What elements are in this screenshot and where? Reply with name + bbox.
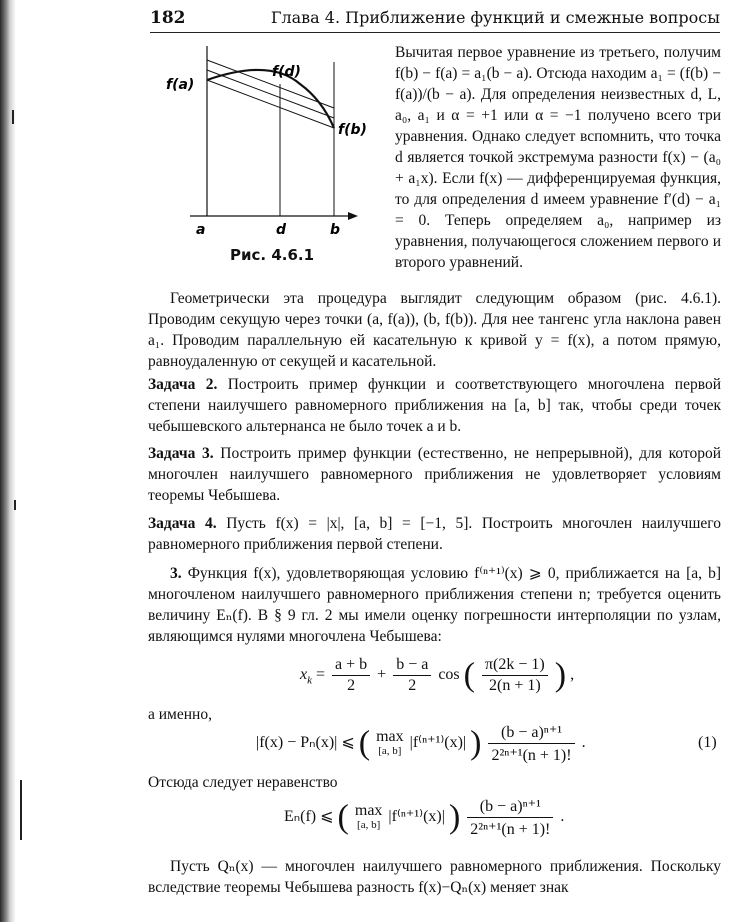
item-3-text: Функция f(x), удовлетворяющая условию f⁽ⁿ⁺¹⁾(x) ⩾ 0, приближается на [a, b] многочленом наилучшего равномерного приближения степени n; требуется оценить величину Eₙ(f). В § 9 гл. 2 мы имели оценку погрешности интерполяции по узлам, являющимся нулями многочлена Чебышева: <box>148 565 721 645</box>
geometry-paragraph: Геометрически эта процедура выглядит следующим образом (рис. 4.6.1). Проводим секущую через точки (a, f(a)), (b, f(b)). Для нее тангенс угла наклона равен a₁. Проводим параллельную ей касательную к кривой y = f(x), а потом прямую, равноудаленную от секущей и касательной. <box>148 290 721 370</box>
task-3 <box>148 443 721 506</box>
xk-cos: cos <box>438 666 460 684</box>
eq2-max: max [a, b] <box>354 801 383 831</box>
task-2-text: Построить пример функции и соответствующего многочлена первой степени наилучшего равномерного приближения на [a, b] так, чтобы среди точек чебышевского альтернанса не было точек a и b. <box>148 376 721 435</box>
paren-open: ( <box>358 724 371 762</box>
paren-close: ) <box>448 798 461 836</box>
xk-lhs-sub: k <box>307 674 312 687</box>
xk-plus: + <box>377 666 387 684</box>
equation-1 <box>256 722 586 765</box>
paren-open: ( <box>463 656 475 694</box>
paren-open: ( <box>337 798 349 836</box>
equation-en <box>284 796 564 839</box>
eq2-inner: |f⁽ⁿ⁺¹⁾(x)| <box>388 808 445 826</box>
namely-text: а именно, <box>148 706 212 723</box>
page-header <box>150 8 720 33</box>
final-paragraph: Пусть Qₙ(x) — многочлен наилучшего равномерного приближения. Поскольку вследствие теоремы Чебышева разность f(x)−Qₙ(x) меняет знак <box>148 858 721 896</box>
figure-caption: Рис. 4.6.1 <box>230 246 315 264</box>
equidistant-line <box>207 70 334 118</box>
function-curve <box>207 70 334 128</box>
label-fb: f(b) <box>338 122 367 138</box>
tangent-line <box>207 60 334 108</box>
item-3-paragraph <box>148 563 721 647</box>
equation-number: (1) <box>698 734 717 751</box>
xk-lhs: x <box>300 666 308 684</box>
eq1-lhs: |f(x) − Pₙ(x)| ⩽ <box>256 734 355 752</box>
page-number: 182 <box>150 8 186 28</box>
eq2-frac: $\frac{\text{(b − a)ⁿ⁺¹}}{\text{2²ⁿ⁺¹(n + 1)!}}$ <box>467 796 553 839</box>
task-3-text: Построить пример функции (естественно, не непрерывной), для которой многочлен наилучшего равномерного приближения не удовлетворяет условиям теоремы Чебышева. <box>148 445 721 504</box>
scan-edge-shadow <box>0 0 30 922</box>
xk-frac-1: $\frac{a + b}{2}$ <box>332 656 370 695</box>
xk-eq: = <box>316 666 326 684</box>
secant-line <box>207 80 334 128</box>
item-3-label: 3. <box>170 565 182 582</box>
label-fa: f(a) <box>166 77 195 93</box>
paren-close: ) <box>554 656 567 694</box>
running-title: Глава 4. Приближение функций и смежные вопросы <box>270 8 720 27</box>
eq2-tail: . <box>560 808 565 826</box>
right-column-text: Вычитая первое уравнение из третьего, получим f(b) − f(a) = a₁(b − a). Отсюда находим a₁ = (f(b) − f(a))/(b − a). Для определения неизвестных d, L, a₀, a₁ и α = +1 или α = −1 получено всего три уравнения. Однако следует вспомнить, что точка d является точкой экстремума разности f(x) − (a₀ + a₁x). Если f(x) — дифференцируемая функция, то для определения d имеем уравнение f′(d) − a₁ = 0. Теперь определяем a₀, например из уравнения, получающегося сложением первого и второго уравнений. <box>395 44 721 271</box>
eq1-frac: $\frac{\text{(b − a)ⁿ⁺¹}}{\text{2²ⁿ⁺¹(n + 1)!}}$ <box>488 722 574 765</box>
scan-mark <box>20 780 22 840</box>
task-4-label: Задача 4. <box>148 515 217 532</box>
label-a: a <box>196 222 206 238</box>
scan-mark <box>14 500 16 510</box>
label-d: d <box>276 222 287 238</box>
xk-frac-3: $\frac{\pi(2k - 1)}{2(n + 1)}$ <box>482 656 548 695</box>
eq2-lhs: Eₙ(f) ⩽ <box>284 808 334 826</box>
hence-text: Отсюда следует неравенство <box>148 774 338 791</box>
xk-frac-2: $\frac{b - a}{2}$ <box>393 656 431 695</box>
x-axis-arrow <box>348 212 358 220</box>
eq1-tail: . <box>581 734 586 752</box>
label-fd: f(d) <box>272 64 301 80</box>
task-2 <box>148 374 721 437</box>
task-4 <box>148 513 721 555</box>
label-b: b <box>330 222 341 238</box>
xk-tail: , <box>570 666 575 684</box>
formula-xk <box>300 656 574 695</box>
scan-mark <box>12 110 14 124</box>
paren-close: ) <box>470 724 482 762</box>
figure-diagram <box>150 40 380 240</box>
eq1-max: max [a, b] <box>376 727 404 757</box>
task-3-label: Задача 3. <box>148 445 214 462</box>
figure-4-6-1 <box>150 40 380 280</box>
eq1-inner: |f⁽ⁿ⁺¹⁾(x)| <box>409 734 467 752</box>
task-4-text: Пусть f(x) = |x|, [a, b] = [−1, 5]. Построить многочлен наилучшего равномерного приближения первой степени. <box>148 515 721 553</box>
task-2-label: Задача 2. <box>148 376 218 393</box>
